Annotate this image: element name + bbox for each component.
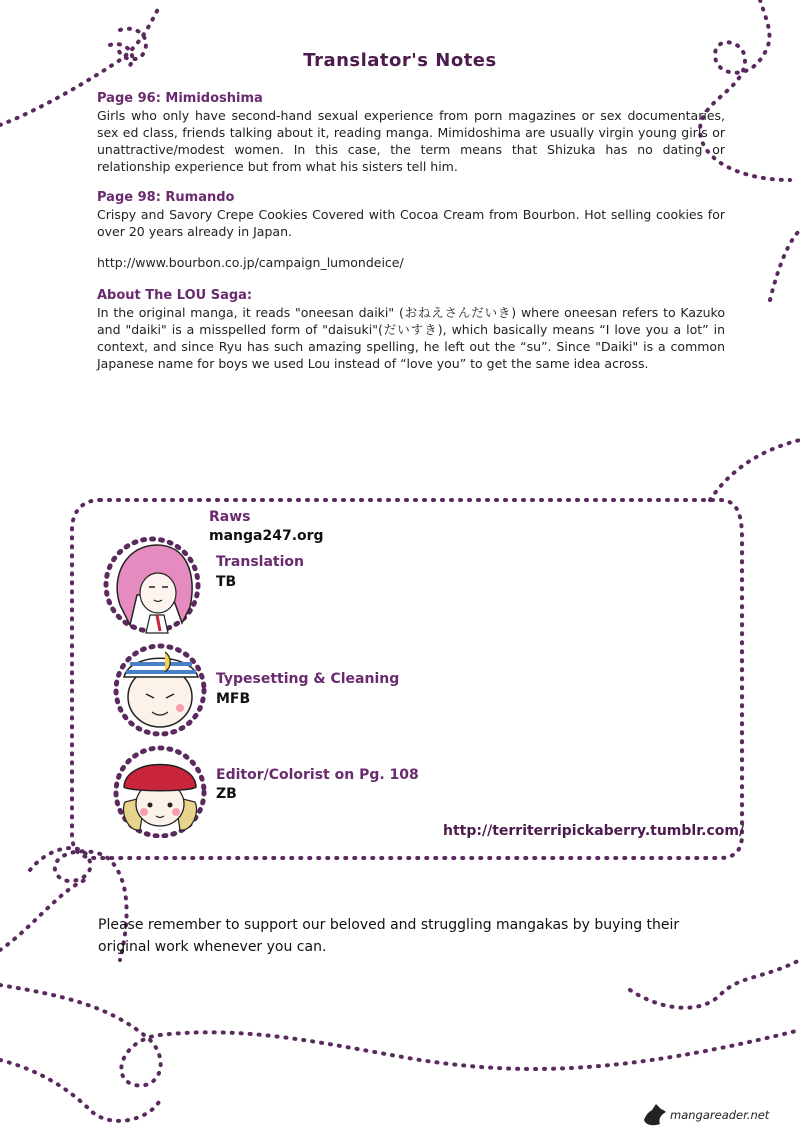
note-mimidoshima [97, 90, 725, 175]
note-heading: Page 96: Mimidoshima [97, 91, 263, 106]
red-hat-avatar [110, 742, 210, 838]
note-rumando [97, 189, 725, 240]
note-heading: About The LOU Saga: [97, 288, 253, 303]
support-message: Please remember to support our beloved and struggling mangakas by buying their original work whenever you can. [98, 917, 680, 955]
website-link[interactable]: http://territerripickaberry.tumblr.com/ [443, 823, 745, 839]
translation-value: TB [216, 574, 237, 590]
typesetting-label: Typesetting & Cleaning [216, 671, 400, 687]
note-heading: Page 98: Rumando [97, 190, 235, 205]
typesetting-value: MFB [216, 691, 251, 707]
note-body: In the original manga, it reads "oneesan daiki" (おねえさんだいき) where oneesan refers to Kazuko and "daiki" is a misspelled form of "daisuki"(だいすき), which basically means “I love you a lot” in context, and since Ryu has such amazing spelling, he left out the “su”. Since "Daiki" is a common Japanese name for boys we used Lou instead of “love you” to get the same idea across. [97, 305, 725, 371]
editor-label: Editor/Colorist on Pg. 108 [216, 767, 419, 783]
note-body: Girls who only have second-hand sexual experience from porn magazines or sex documentaries, sex ed class, friends talking about it, reading manga. Mimidoshima are usually virgin young girls or unattractive/modest women. In this case, the term means that Shizuka has no dating or relationship experience but from what his sisters tell him. [97, 108, 725, 174]
editor-value: ZB [216, 786, 237, 802]
striped-hat-avatar [110, 642, 210, 738]
translation-label: Translation [216, 554, 304, 570]
watermark-text[interactable]: mangareader.net [670, 1108, 770, 1122]
raws-label: Raws [209, 509, 251, 525]
note-lou-saga [97, 287, 725, 372]
page-title: Translator's Notes [303, 50, 497, 71]
note-body: Crispy and Savory Crepe Cookies Covered with Cocoa Cream from Bourbon. Hot selling cookies for over 20 years already in Japan. [97, 207, 725, 239]
pink-hair-avatar [102, 535, 212, 635]
note-url[interactable]: http://www.bourbon.co.jp/campaign_lumondeice/ [97, 255, 404, 270]
raws-value: manga247.org [209, 528, 324, 544]
